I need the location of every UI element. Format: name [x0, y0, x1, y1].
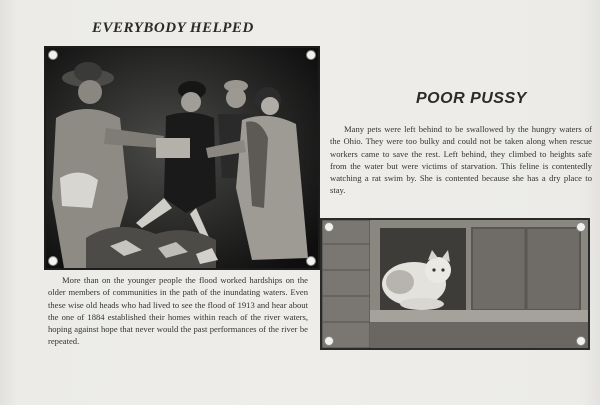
rescue-scene-image — [46, 48, 318, 268]
photo-corner-mount — [306, 50, 316, 60]
photo-cat-on-ledge — [320, 218, 590, 350]
caption-everybody-helped: More than on the younger people the flood worked hardships on the older members of communities in the path of the inundating waters. Even these wise old heads who had lived to see the flood of 1913 and hear about the one of 1884 established their homes within reach of the river waters, hoping against hope that never would the past performances of the river be repeated. — [48, 275, 308, 347]
photo-corner-mount — [324, 336, 334, 346]
photo-corner-mount — [48, 50, 58, 60]
caption-poor-pussy: Many pets were left behind to be swallowed by the hungry waters of the Ohio. They were too bulky and could not be taken along when rescue workers came to save the rest. Left behind, they climbed to heights safe from the water but were victims of starvation. This feline is contentedly watching a rat swim by. She is contented because she has a dry place to stay. — [330, 124, 592, 196]
photo-corner-mount — [306, 256, 316, 266]
photo-corner-mount — [324, 222, 334, 232]
photo-corner-mount — [576, 336, 586, 346]
heading-everybody-helped: EVERYBODY HELPED — [92, 20, 254, 36]
cat-scene-image — [322, 220, 588, 348]
photo-corner-mount — [576, 222, 586, 232]
photo-corner-mount — [48, 256, 58, 266]
heading-poor-pussy: POOR PUSSY — [416, 90, 527, 107]
photo-rescue-workers — [44, 46, 320, 270]
